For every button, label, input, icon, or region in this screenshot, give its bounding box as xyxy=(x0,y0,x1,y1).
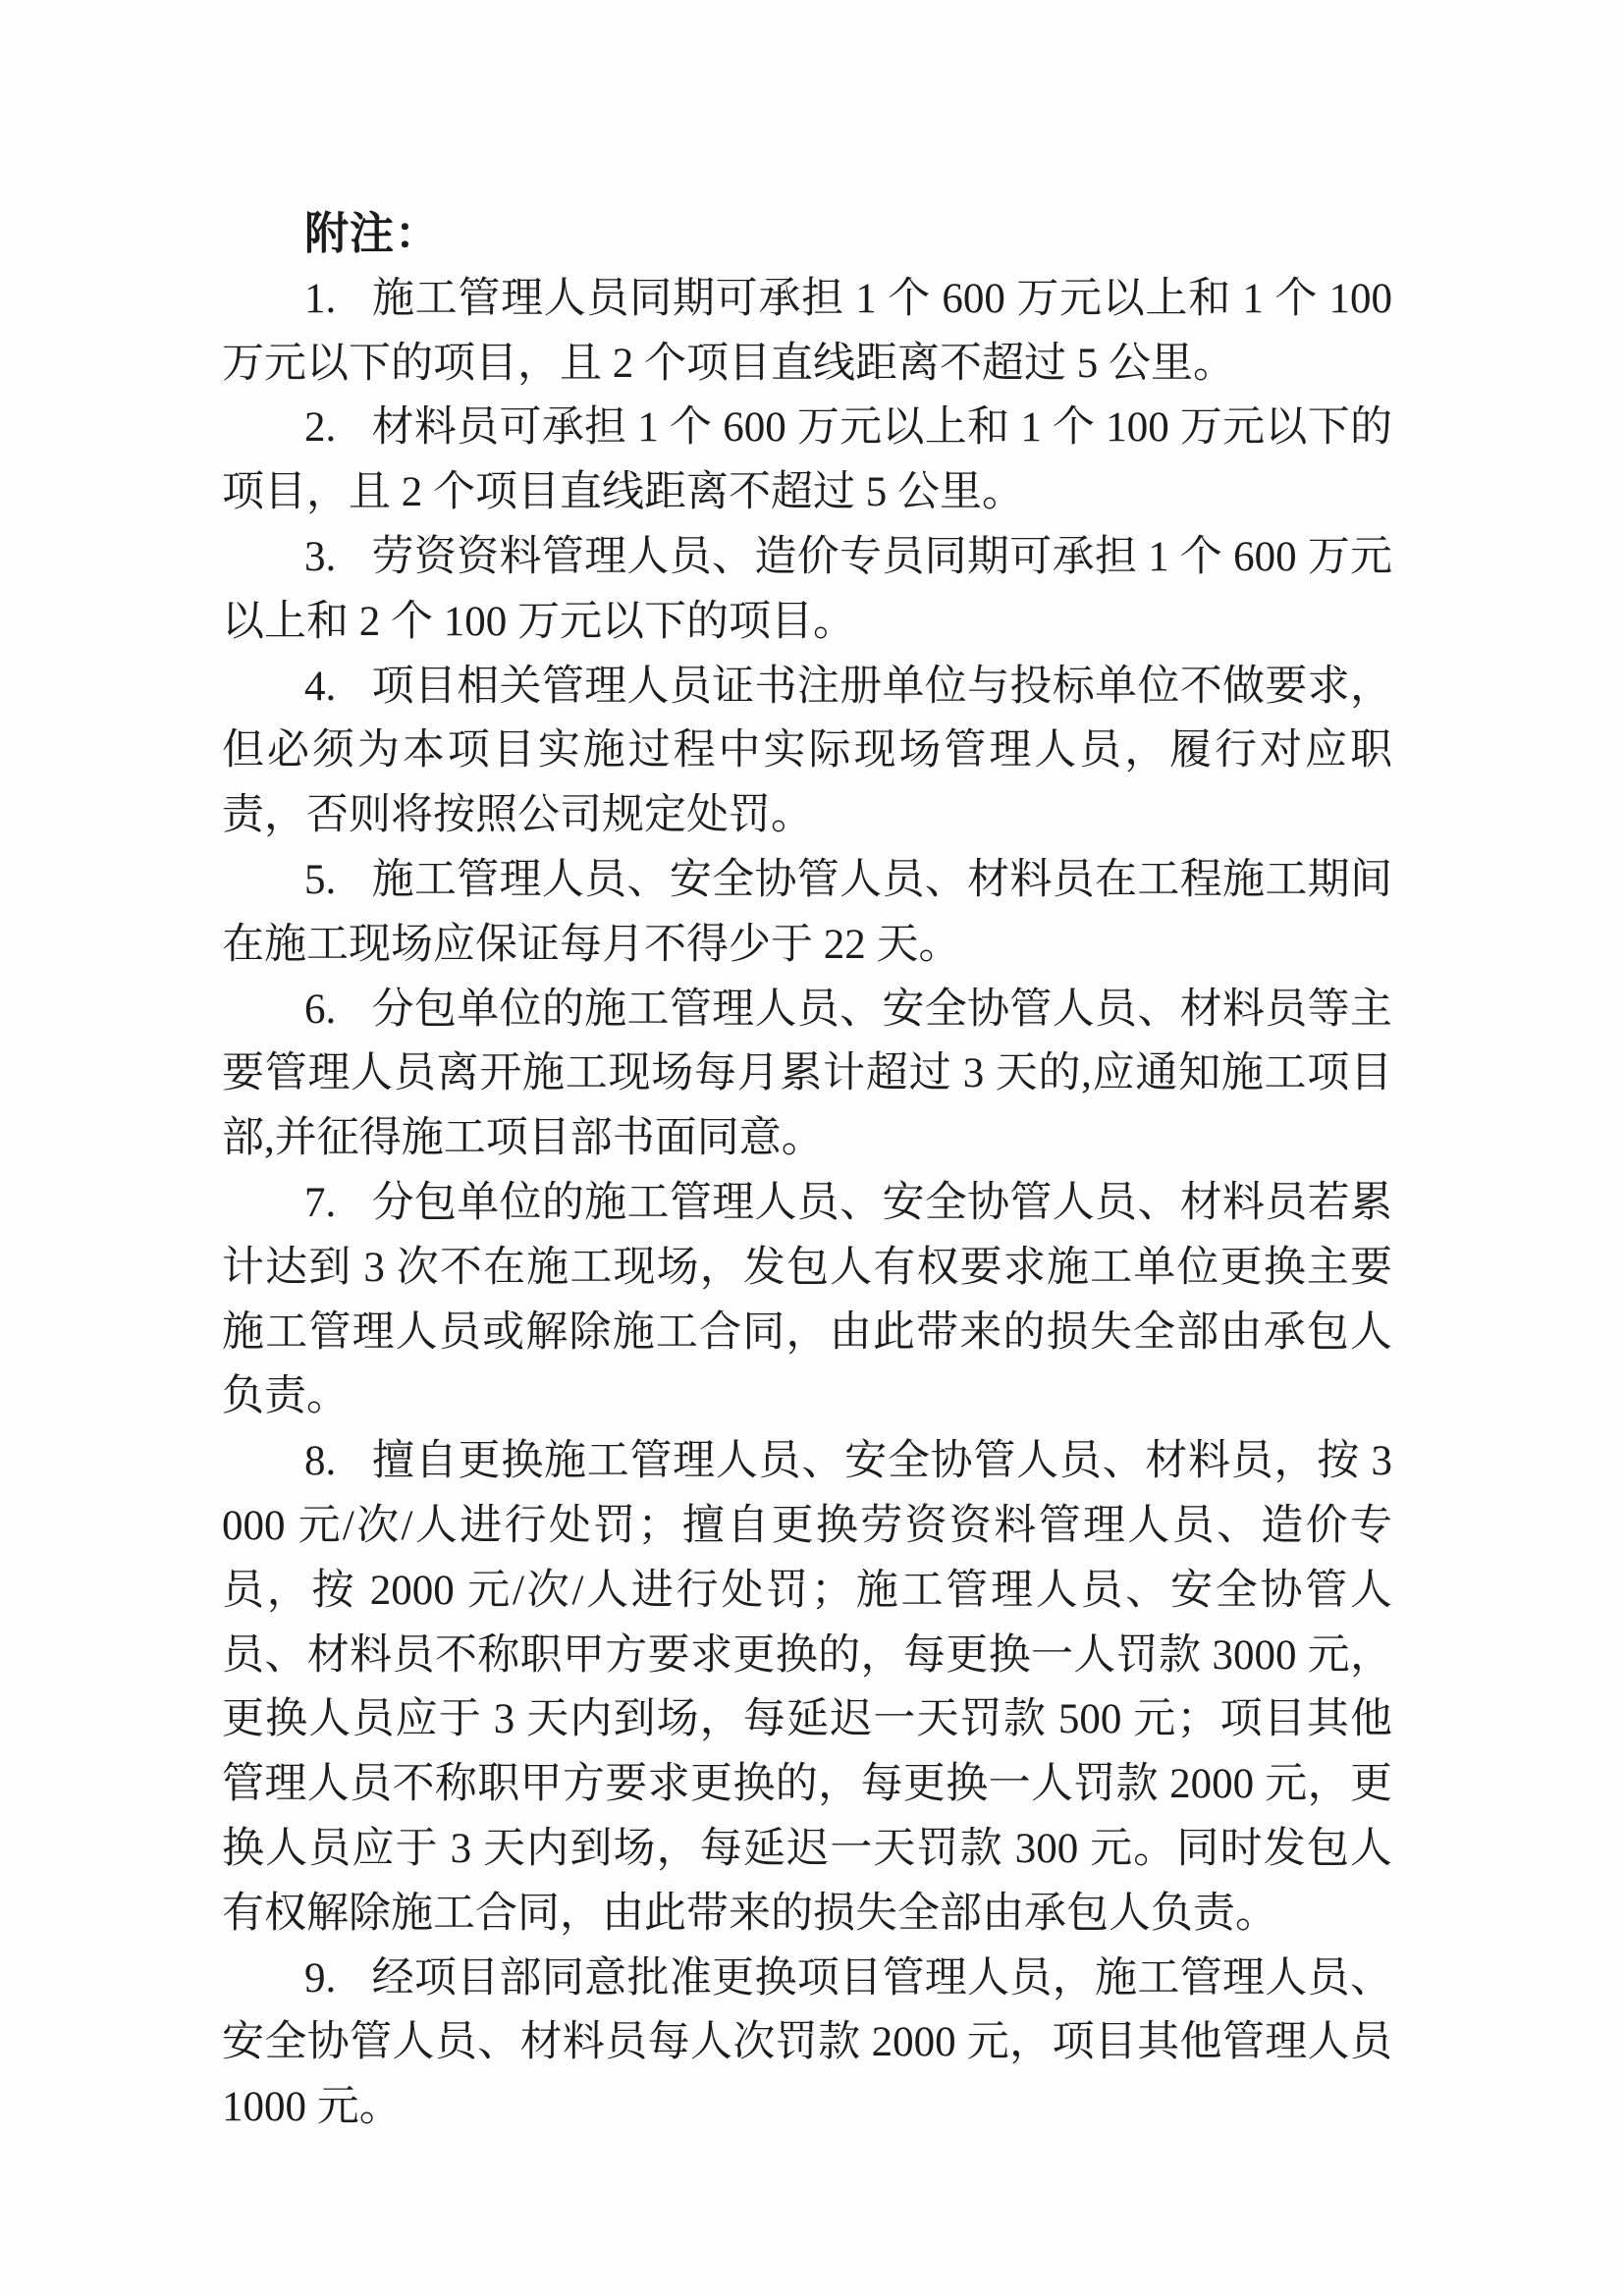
notes-heading: 附注： xyxy=(304,209,441,258)
note-number: 5. xyxy=(304,856,337,903)
notes-list xyxy=(222,267,1392,2140)
note-number: 7. xyxy=(304,1179,337,1226)
note-text: 施工管理人员、安全协管人员、材料员在工程施工期间在施工现场应保证每月不得少于 22 天。 xyxy=(222,856,1392,968)
note-text: 项目相关管理人员证书注册单位与投标单位不做要求，但必须为本项目实施过程中实际现场管理人员，履行对应职责，否则将按照公司规定处罚。 xyxy=(222,663,1392,839)
note-number: 4. xyxy=(304,663,337,710)
note-item xyxy=(222,978,1392,1171)
note-text: 劳资资料管理人员、造价专员同期可承担 1 个 600 万元以上和 2 个 100 万元以下的项目。 xyxy=(222,533,1392,645)
note-item xyxy=(222,1171,1392,1429)
note-text: 经项目部同意批准更换项目管理人员，施工管理人员、安全协管人员、材料员每人次罚款 2000 元，项目其他管理人员 1000 元。 xyxy=(222,1954,1392,2131)
note-item xyxy=(222,267,1392,397)
note-item xyxy=(222,1947,1392,2140)
note-number: 9. xyxy=(304,1954,337,2002)
note-number: 3. xyxy=(304,533,337,580)
note-text: 擅自更换施工管理人员、安全协管人员、材料员，按 3000 元/次/人进行处罚；擅自更换劳资资料管理人员、造价专员，按 2000 元/次/人进行处罚；施工管理人员、安全协管人员、材料员不称职甲方要求更换的，每更换一人罚款 3000 元，更换人员应于 3 天内到场，每延迟一天罚款 500 元；项目其他管理人员不称职甲方要求更换的，每更换一人罚款 2000 元，更换人员应于 3 天内到场，每延迟一天罚款 300 元。同时发包人有权解除施工合同，由此带来的损失全部由承包人负责。 xyxy=(222,1438,1392,1937)
note-number: 2. xyxy=(304,404,337,452)
note-item xyxy=(222,655,1392,848)
note-item xyxy=(222,1429,1392,1946)
note-number: 6. xyxy=(304,986,337,1033)
note-number: 1. xyxy=(304,275,337,322)
note-text: 分包单位的施工管理人员、安全协管人员、材料员等主要管理人员离开施工现场每月累计超过 3 天的,应通知施工项目部,并征得施工项目部书面同意。 xyxy=(222,986,1392,1162)
note-item xyxy=(222,848,1392,978)
document-page xyxy=(222,202,1392,2140)
note-item xyxy=(222,525,1392,655)
note-number: 8. xyxy=(304,1438,337,1485)
note-item xyxy=(222,396,1392,525)
note-text: 施工管理人员同期可承担 1 个 600 万元以上和 1 个 100 万元以下的项目，且 2 个项目直线距离不超过 5 公里。 xyxy=(222,275,1392,387)
note-text: 分包单位的施工管理人员、安全协管人员、材料员若累计达到 3 次不在施工现场，发包人有权要求施工单位更换主要施工管理人员或解除施工合同，由此带来的损失全部由承包人负责。 xyxy=(222,1179,1392,1420)
note-text: 材料员可承担 1 个 600 万元以上和 1 个 100 万元以下的项目，且 2 个项目直线距离不超过 5 公里。 xyxy=(222,404,1392,516)
